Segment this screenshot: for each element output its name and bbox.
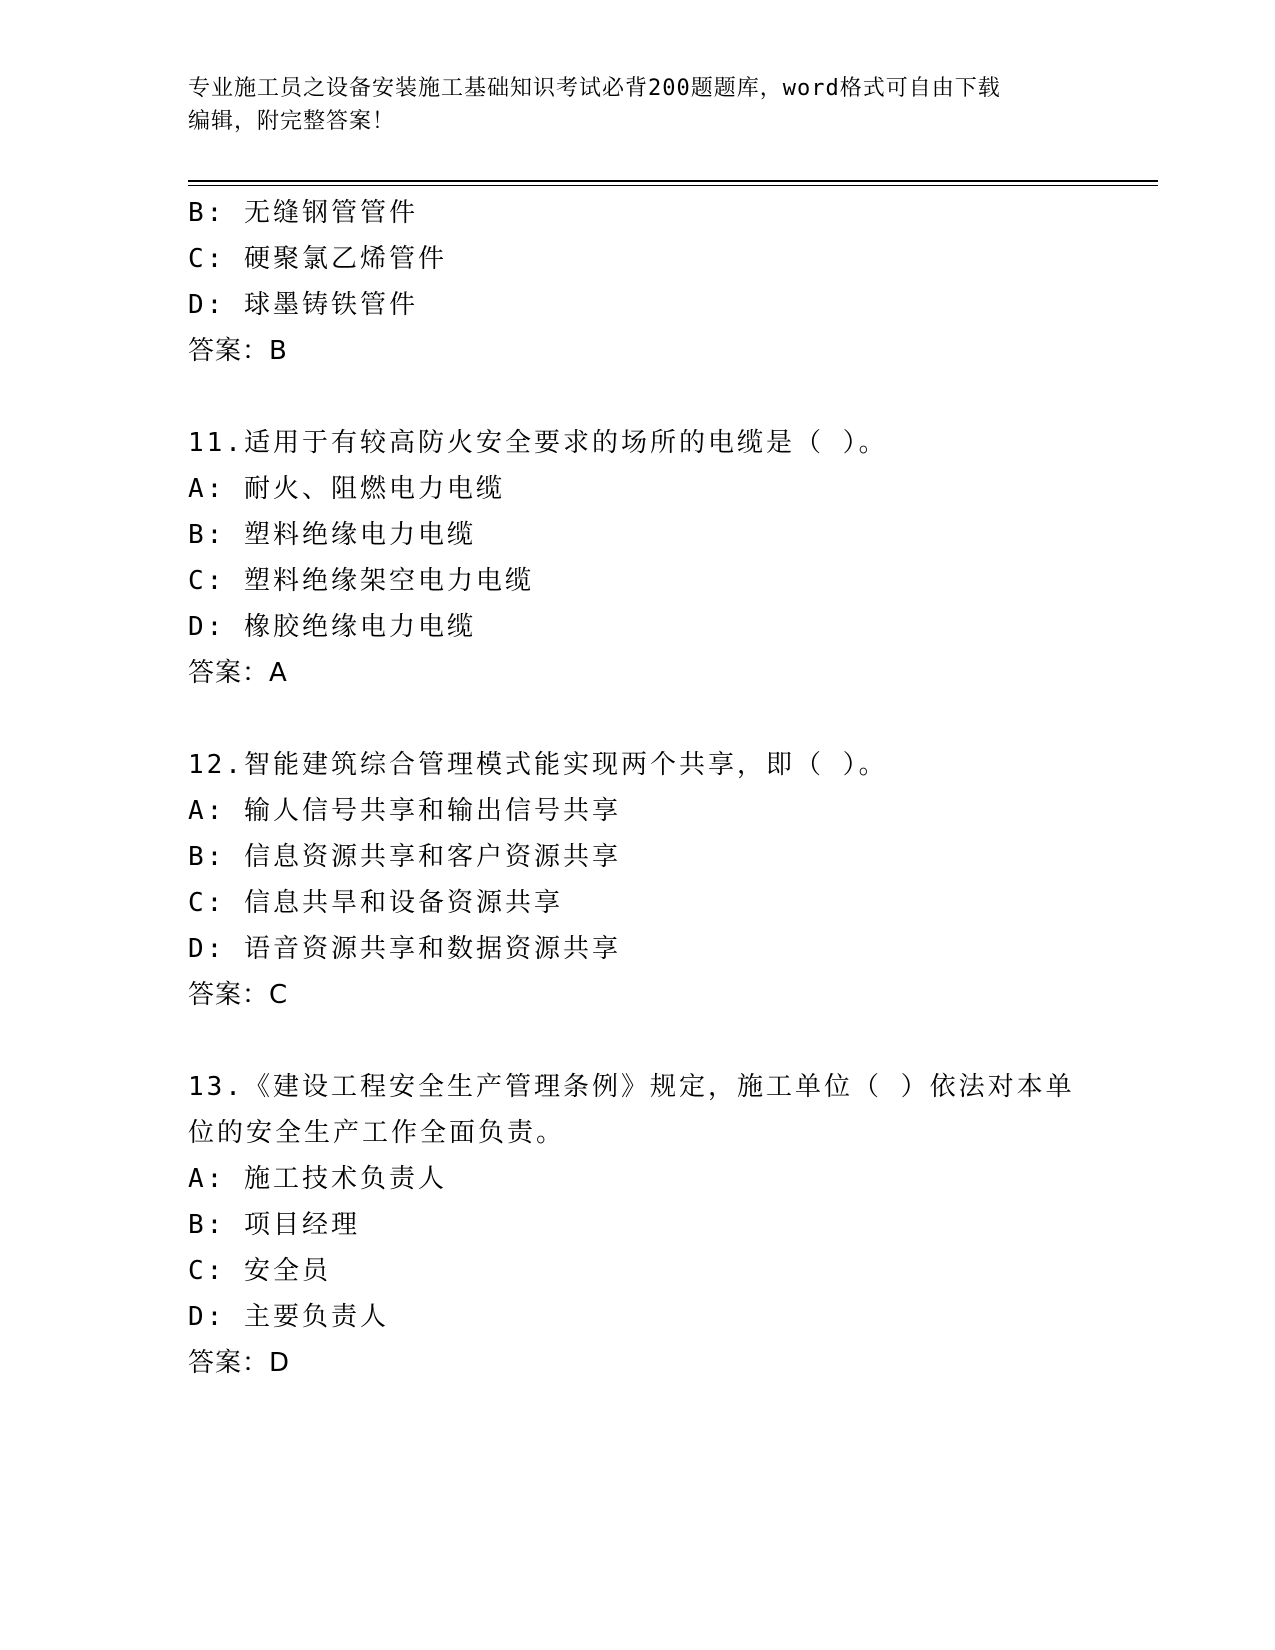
option-b: B: 塑料绝缘电力电缆	[188, 520, 476, 550]
header-divider-thick	[188, 180, 1158, 182]
option-a: A: 输人信号共享和输出信号共享	[188, 796, 621, 826]
option-c: C: 信息共旱和设备资源共享	[188, 888, 563, 918]
question-stem: 11.适用于有较高防火安全要求的场所的电缆是（ ）。	[188, 428, 888, 458]
header-title-line-1: 专业施工员之设备安装施工基础知识考试必背200题题库，word格式可自由下载	[188, 76, 1001, 101]
answer-line: 答案：D	[188, 1348, 291, 1378]
question-stem-line-2: 位的安全生产工作全面负责。	[188, 1118, 566, 1148]
question-block-12	[188, 742, 1088, 1018]
answer-line: 答案：A	[188, 658, 288, 688]
answer-line: 答案：B	[188, 336, 288, 366]
option-d: D: 主要负责人	[188, 1302, 389, 1332]
question-content	[188, 190, 1088, 1386]
question-block-11	[188, 420, 1088, 696]
option-c: C: 塑料绝缘架空电力电缆	[188, 566, 534, 596]
option-c: C: 安全员	[188, 1256, 331, 1286]
option-c: C: 硬聚氯乙烯管件	[188, 244, 447, 274]
question-stem-line-1: 13.《建设工程安全生产管理条例》规定，施工单位（ ）依法对本单	[188, 1072, 1075, 1102]
option-a: A: 耐火、阻燃电力电缆	[188, 474, 505, 504]
question-stem: 12.智能建筑综合管理模式能实现两个共享，即（ ）。	[188, 750, 888, 780]
header-divider-thin	[188, 185, 1158, 186]
spacer	[188, 696, 1088, 742]
page-header	[188, 72, 1088, 138]
question-block-13	[188, 1064, 1088, 1386]
option-d: D: 橡胶绝缘电力电缆	[188, 612, 476, 642]
spacer	[188, 1018, 1088, 1064]
question-block-prev	[188, 190, 1088, 374]
option-a: A: 施工技术负责人	[188, 1164, 447, 1194]
spacer	[188, 374, 1088, 420]
option-b: B: 无缝钢管管件	[188, 198, 418, 228]
option-b: B: 项目经理	[188, 1210, 360, 1240]
answer-line: 答案：C	[188, 980, 289, 1010]
option-d: D: 球墨铸铁管件	[188, 290, 418, 320]
option-b: B: 信息资源共享和客户资源共享	[188, 842, 621, 872]
option-d: D: 语音资源共享和数据资源共享	[188, 934, 621, 964]
header-title-line-2: 编辑，附完整答案！	[188, 109, 396, 134]
